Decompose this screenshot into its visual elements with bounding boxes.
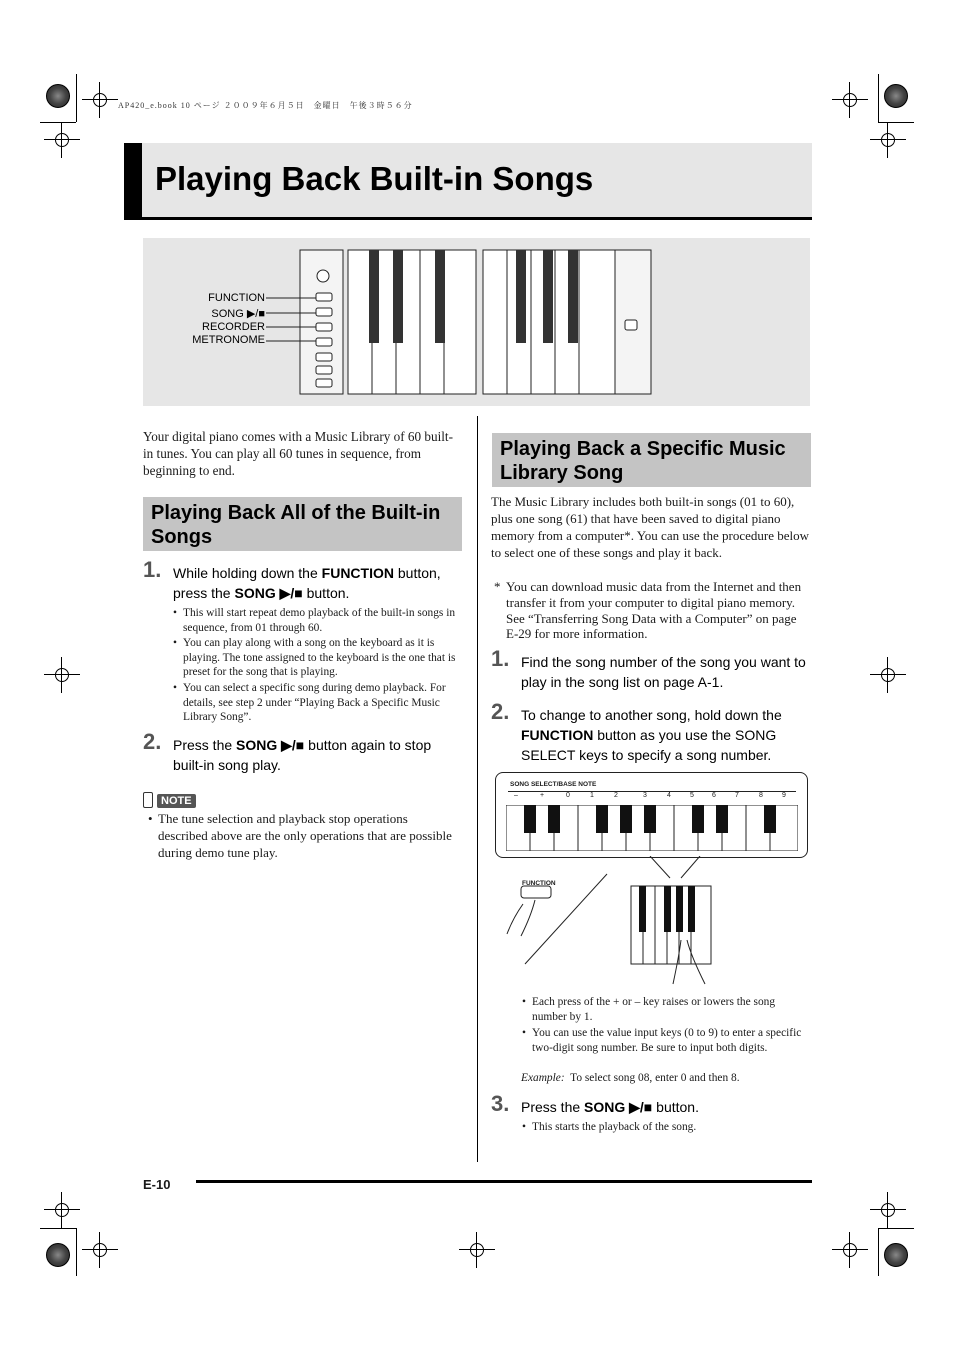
section-heading-specific-song: Playing Back a Specific Music Library Song [492, 433, 811, 487]
registration-mark [878, 130, 898, 150]
registration-mark [878, 1200, 898, 1220]
key-label: 8 [759, 792, 763, 799]
step-2-text: Press the SONG ▶/■ button again to stop built-in song play. [173, 737, 432, 773]
crop-line [878, 74, 879, 122]
key-label: 5 [690, 792, 694, 799]
example-line: Example: To select song 08, enter 0 and then 8. [521, 1072, 740, 1084]
label-song: SONG ▶/■ [211, 308, 265, 320]
registration-mark [840, 90, 860, 110]
registration-ball-bottom-right [884, 1243, 908, 1267]
right-step-3-text: Press the SONG ▶/■ button. [521, 1099, 699, 1115]
intro-paragraph: Your digital piano comes with a Music Library of 60 built-in tunes. You can play all 60 tunes in sequence, from beginning to end. [143, 429, 453, 478]
footnote-mark: * [494, 579, 501, 594]
hands-illustration [495, 856, 715, 990]
right-step-2-text: To change to another song, hold down the FUNCTION button as you use the SONG SELECT keys to specify a song number. [521, 707, 782, 763]
key-label: – [514, 792, 518, 799]
crop-line [76, 1228, 77, 1276]
list-item: • This will start repeat demo playback of the built-in songs in sequence, from 01 through 60. [183, 606, 461, 635]
crop-line [878, 1228, 879, 1276]
step-number: 1. [143, 557, 162, 582]
key-label: 3 [643, 792, 647, 799]
crop-line [40, 122, 76, 123]
pencil-icon [143, 792, 153, 808]
step-number: 2. [143, 729, 162, 754]
column-divider [477, 416, 478, 1162]
crop-line [878, 122, 914, 123]
footnote-text: You can download music data from the Internet and then transfer it from your computer to digital piano memory. See “Transferring Song Data with a Computer” on page E-29 for more information. [506, 579, 802, 642]
registration-mark [840, 1240, 860, 1260]
label-function: FUNCTION [208, 292, 265, 304]
step-number: 1. [491, 646, 510, 671]
note-header [143, 791, 196, 809]
footer-rule [196, 1180, 812, 1183]
title-accent [124, 143, 142, 220]
key-label: 2 [614, 792, 618, 799]
list-item: • This starts the playback of the song. [532, 1120, 812, 1135]
registration-ball-top-right [884, 84, 908, 108]
key-label: 0 [566, 792, 570, 799]
registration-mark [467, 1240, 487, 1260]
section-heading-all-songs: Playing Back All of the Built-in Songs [143, 497, 462, 551]
registration-mark [90, 90, 110, 110]
function-key-label: FUNCTION [522, 880, 556, 887]
note-badge: NOTE [157, 794, 196, 808]
list-item: • You can play along with a song on the keyboard as it is playing. The tone assigned to the keyboard is the one that is preset for the song that is playing. [183, 636, 461, 680]
registration-mark [52, 130, 72, 150]
piano-keys-drawing [506, 805, 798, 851]
key-label: 4 [667, 792, 671, 799]
page-number: E-10 [143, 1177, 171, 1192]
print-header: AP420_e.book 10 ページ ２００９年６月５日 金曜日 午後３時５６分 [118, 101, 413, 110]
right-step-1-text: Find the song number of the song you want to play in the song list on page A-1. [521, 654, 806, 690]
registration-mark [90, 1240, 110, 1260]
key-label: 9 [782, 792, 786, 799]
song-select-diagram [495, 772, 808, 858]
step-1-text: While holding down the FUNCTION button, press the SONG ▶/■ button. [173, 565, 441, 601]
registration-mark [52, 665, 72, 685]
page-title: Playing Back Built-in Songs [155, 160, 594, 197]
label-recorder: RECORDER [202, 321, 265, 333]
key-label: 1 [590, 792, 594, 799]
key-label: 6 [712, 792, 716, 799]
right-intro-paragraph: The Music Library includes both built-in songs (01 to 60), plus one song (61) that have been saved to digital piano memory from a computer*. You can use the procedure below to select one of these songs and play it back. [491, 494, 810, 560]
piano-panel-illustration [143, 238, 810, 406]
crop-line [878, 1228, 914, 1229]
list-item: • You can select a specific song during demo playback. For details, see step 2 under “Playing Back a Specific Music Library Song”. [183, 681, 461, 725]
registration-ball-bottom-left [46, 1243, 70, 1267]
registration-ball-top-left [46, 84, 70, 108]
note-item: • The tune selection and playback stop operations described above are the only operations that are possible during demo tune play. [158, 810, 458, 861]
step-number: 2. [491, 699, 510, 724]
label-metronome: METRONOME [192, 334, 265, 346]
list-item: • Each press of the + or – key raises or lowers the song number by 1. [532, 995, 812, 1024]
crop-line [76, 74, 77, 122]
key-label: 7 [735, 792, 739, 799]
list-item: • You can use the value input keys (0 to 9) to enter a specific two-digit song number. Be sure to input both digits. [532, 1026, 812, 1055]
song-select-header: SONG SELECT/BASE NOTE [510, 781, 597, 788]
key-label: + [540, 792, 545, 799]
registration-mark [878, 665, 898, 685]
crop-line [40, 1228, 76, 1229]
registration-mark [52, 1200, 72, 1220]
step-number: 3. [491, 1091, 510, 1116]
